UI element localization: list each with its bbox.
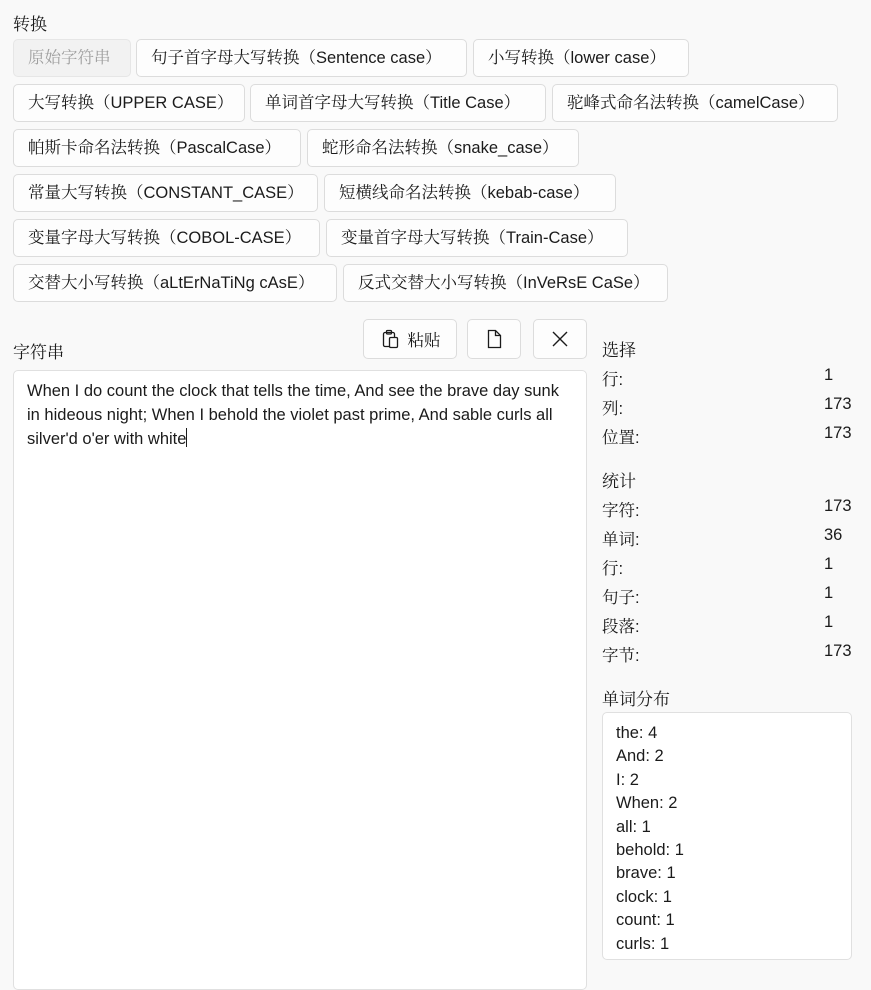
clear-button[interactable] <box>533 319 587 359</box>
selection-title: 选择 <box>602 341 636 360</box>
word-distribution-title: 单词分布 <box>602 690 670 709</box>
list-item: the: 4 <box>616 724 658 742</box>
stat-paragraphs-label: 段落: <box>602 618 640 636</box>
selection-line-value: 1 <box>824 366 834 384</box>
clipboard-icon <box>380 329 400 349</box>
selection-column-label: 列: <box>602 400 624 418</box>
lower-case-button[interactable]: 小写转换（lower case） <box>473 39 689 77</box>
stat-lines-value: 1 <box>824 555 834 573</box>
stat-bytes-row <box>602 642 852 666</box>
stat-characters-label: 字符: <box>602 502 640 520</box>
inverse-case-button[interactable]: 反式交替大小写转换（InVeRsE CaSe） <box>343 264 668 302</box>
sentence-case-button[interactable]: 句子首字母大写转换（Sentence case） <box>136 39 467 77</box>
train-case-button[interactable]: 变量首字母大写转换（Train-Case） <box>326 219 628 257</box>
list-item: I: 2 <box>616 770 639 789</box>
stat-characters-value: 173 <box>824 497 852 515</box>
upper-case-button[interactable]: 大写转换（UPPER CASE） <box>13 84 245 122</box>
open-file-button[interactable] <box>467 319 521 359</box>
selection-position-row <box>602 424 852 448</box>
list-item: behold: 1 <box>616 841 684 860</box>
alternating-case-button[interactable]: 交替大小写转换（aLtErNaTiNg cAsE） <box>13 264 337 302</box>
list-item: brave: 1 <box>616 864 676 883</box>
stat-bytes-value: 173 <box>824 642 852 660</box>
word-distribution-list[interactable] <box>602 712 852 960</box>
stat-words-row <box>602 526 852 550</box>
original-string-button[interactable]: 原始字符串 <box>13 39 131 77</box>
selection-position-value: 173 <box>824 424 852 442</box>
string-label: 字符串 <box>13 343 64 362</box>
title-case-button[interactable]: 单词首字母大写转换（Title Case） <box>250 84 546 122</box>
text-caret <box>186 428 187 447</box>
stat-bytes-label: 字节: <box>602 647 640 665</box>
stat-paragraphs-value: 1 <box>824 613 834 631</box>
stat-sentences-value: 1 <box>824 584 834 602</box>
selection-position-label: 位置: <box>602 429 640 447</box>
list-item: When: 2 <box>616 794 678 813</box>
snake-case-button[interactable]: 蛇形命名法转换（snake_case） <box>307 129 579 167</box>
string-input[interactable] <box>13 370 587 990</box>
selection-column-value: 173 <box>824 395 852 413</box>
stat-characters-row <box>602 497 852 521</box>
statistics-title: 统计 <box>602 472 636 491</box>
close-icon <box>551 330 569 348</box>
stat-words-value: 36 <box>824 526 843 544</box>
list-item: And: 2 <box>616 747 664 766</box>
file-icon <box>485 329 503 349</box>
stat-sentences-label: 句子: <box>602 589 640 607</box>
list-item: all: 1 <box>616 817 651 836</box>
list-item: curls: 1 <box>616 934 670 953</box>
camel-case-button[interactable]: 驼峰式命名法转换（camelCase） <box>552 84 838 122</box>
list-item: count: 1 <box>616 911 675 930</box>
pascal-case-button[interactable]: 帕斯卡命名法转换（PascalCase） <box>13 129 301 167</box>
stat-lines-row <box>602 555 852 579</box>
stat-words-label: 单词: <box>602 531 640 549</box>
stat-sentences-row <box>602 584 852 608</box>
selection-line-label: 行: <box>602 371 624 389</box>
kebab-case-button[interactable]: 短横线命名法转换（kebab-case） <box>324 174 616 212</box>
string-text: When I do count the clock that tells the time, And see the brave day sunk in hideous night; When I behold the violet past prime, And sable curls all silver'd o'er with white <box>27 382 559 448</box>
stat-lines-label: 行: <box>602 560 624 578</box>
paste-button[interactable] <box>363 319 457 359</box>
cobol-case-button[interactable]: 变量字母大写转换（COBOL-CASE） <box>13 219 320 257</box>
paste-label: 粘贴 <box>407 332 441 350</box>
list-item: clock: 1 <box>616 887 672 906</box>
stat-paragraphs-row <box>602 613 852 637</box>
selection-column-row <box>602 395 852 419</box>
selection-line-row <box>602 366 852 390</box>
convert-section-title: 转换 <box>13 15 47 34</box>
constant-case-button[interactable]: 常量大写转换（CONSTANT_CASE） <box>13 174 318 212</box>
